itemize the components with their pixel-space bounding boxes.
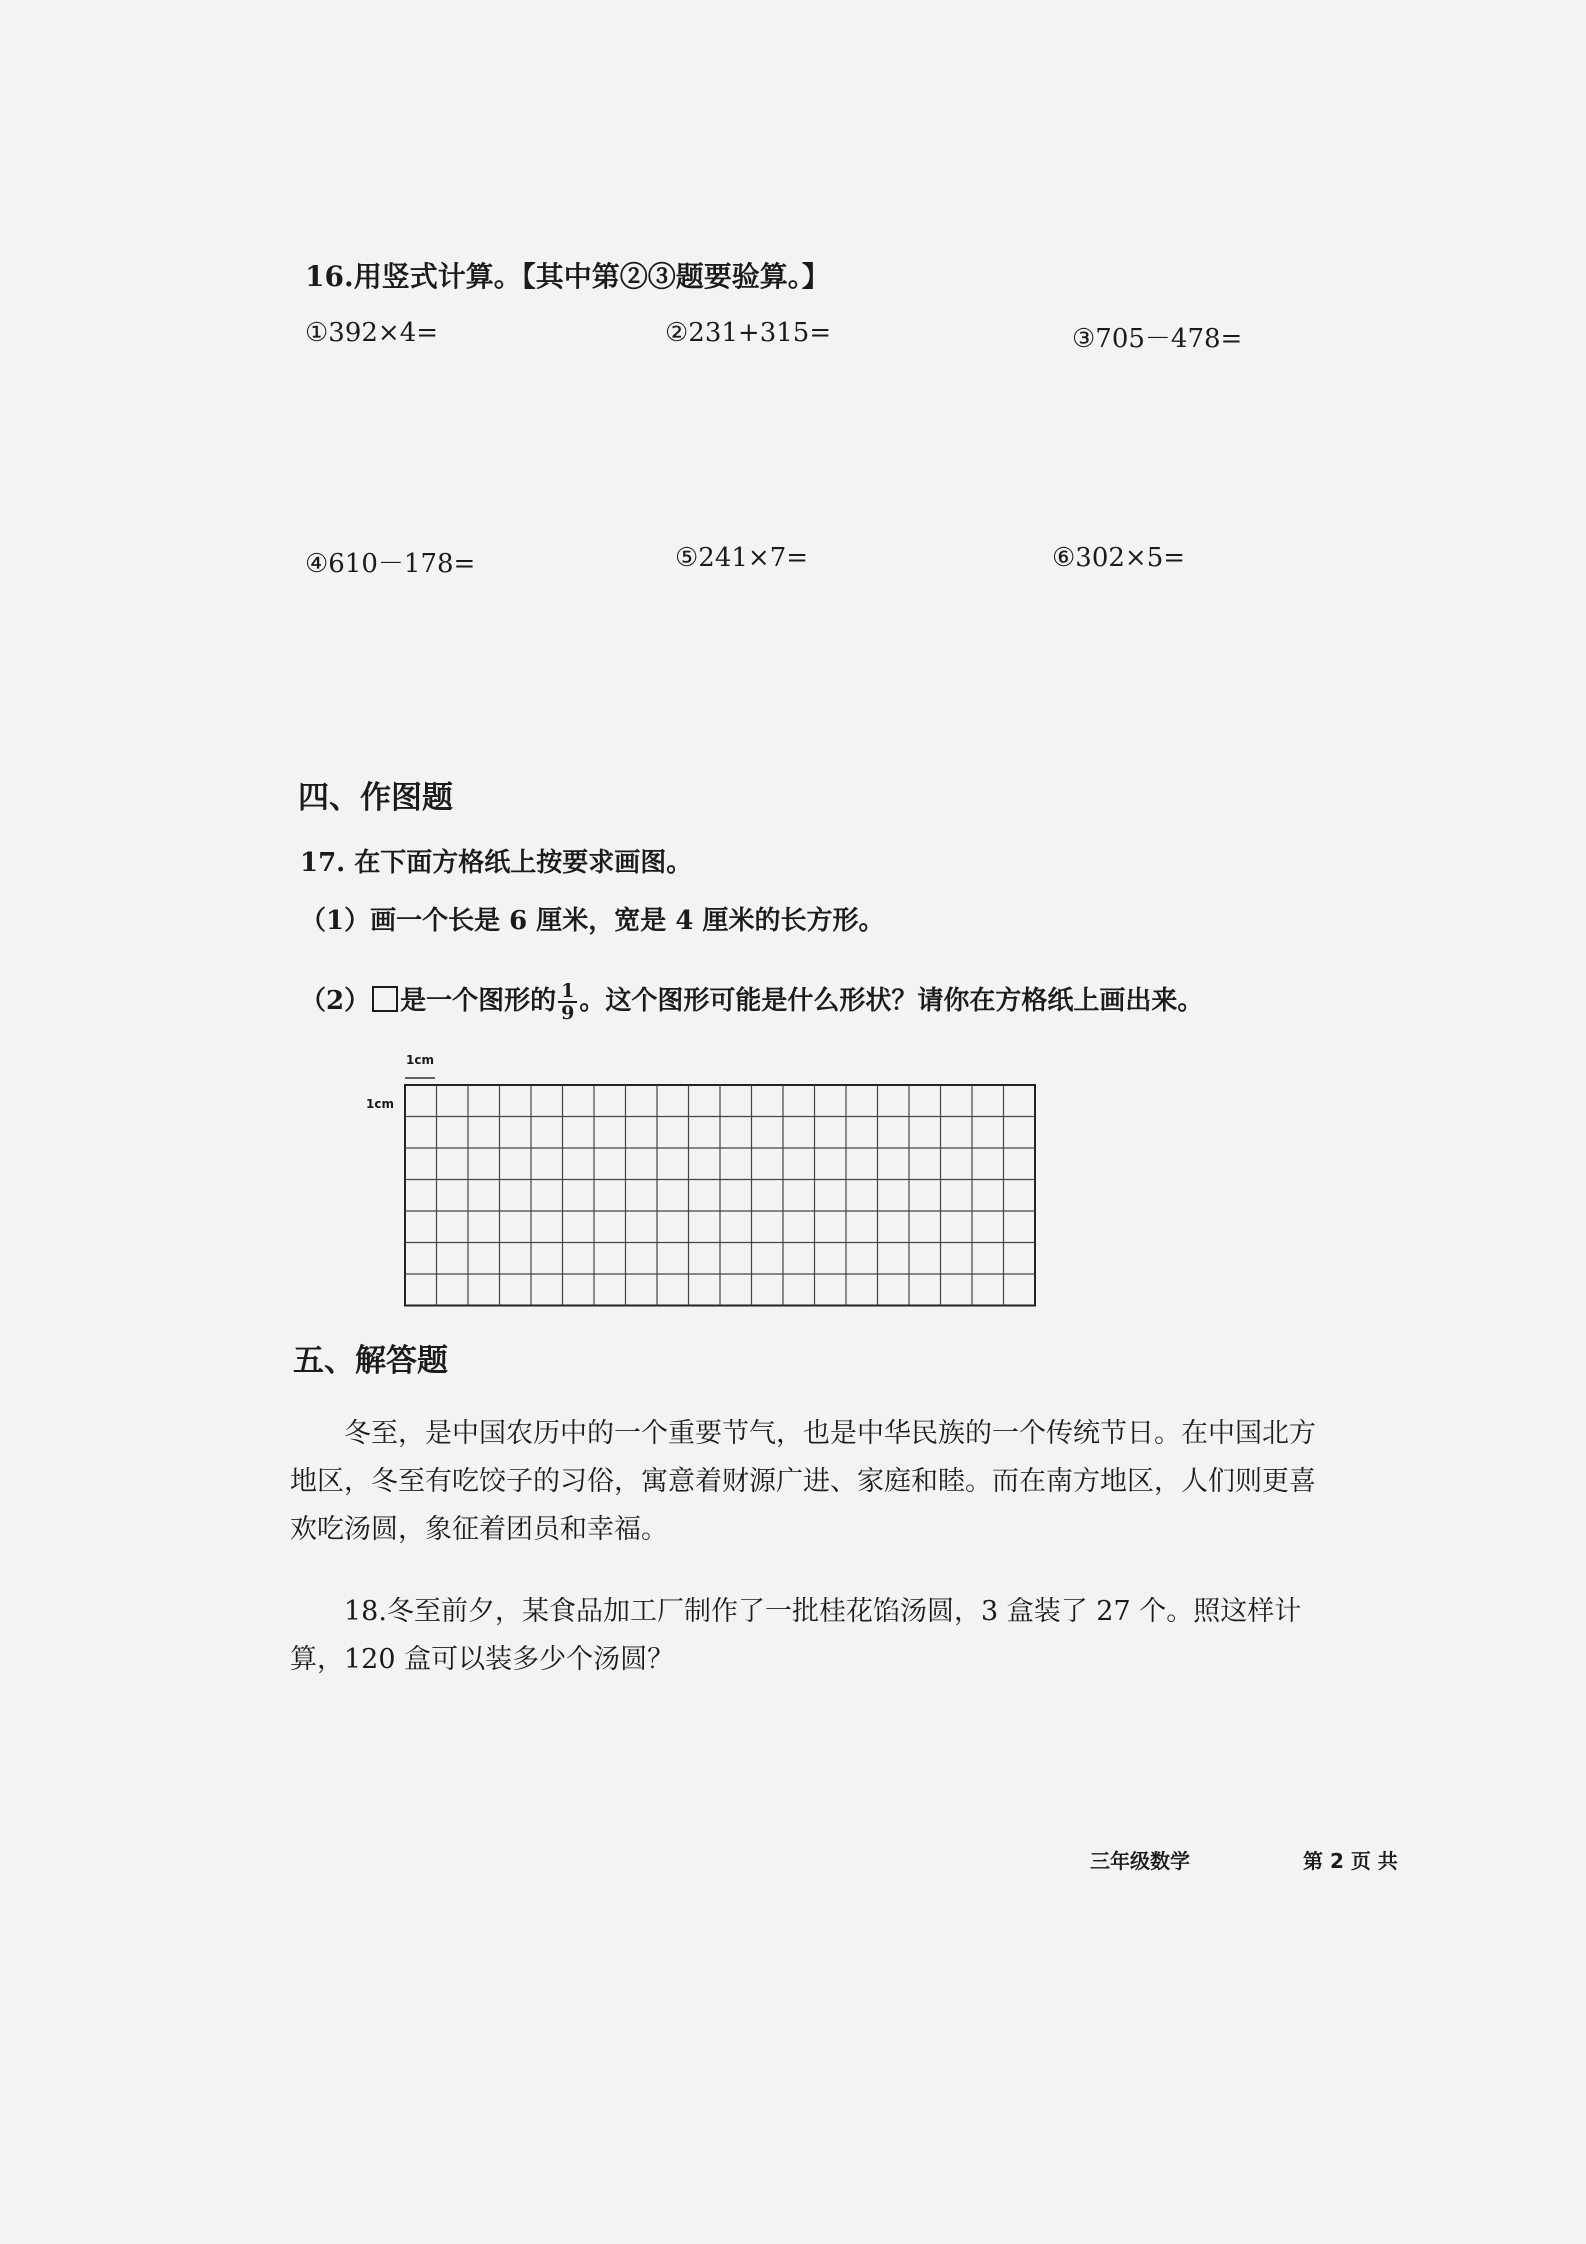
square-icon bbox=[372, 986, 398, 1012]
footer-page: 第 2 页 共 bbox=[1303, 1849, 1398, 1873]
grid-label-top: 1cm bbox=[406, 1053, 434, 1067]
q17-part2-middle: 是一个图形的 bbox=[400, 986, 557, 1016]
q17-title: 17. 在下面方格纸上按要求画图。 bbox=[300, 848, 693, 878]
section-5-title: 五、解答题 bbox=[293, 1343, 448, 1379]
q18-text: 18.冬至前夕，某食品加工厂制作了一批桂花馅汤圆，3 盒装了 27 个。照这样计算，120 盒可以装多少个汤圆？ bbox=[290, 1596, 1302, 1675]
footer-subject: 三年级数学 bbox=[1090, 1849, 1190, 1873]
grid-paper[interactable] bbox=[395, 1070, 1055, 1330]
calc-item-3: ③705－478= bbox=[1072, 324, 1243, 354]
q17-part1: （1）画一个长是 6 厘米，宽是 4 厘米的长方形。 bbox=[300, 906, 885, 936]
calc-item-6: ⑥302×5= bbox=[1052, 543, 1186, 573]
section-4-title: 四、作图题 bbox=[298, 780, 453, 816]
calc-item-5: ⑤241×7= bbox=[675, 543, 809, 573]
fraction-denominator: 9 bbox=[561, 1002, 575, 1024]
fraction-numerator: 1 bbox=[558, 981, 577, 1003]
fraction bbox=[558, 981, 577, 1023]
q17-part2-prefix: （2） bbox=[300, 986, 371, 1016]
passage: 冬至，是中国农历中的一个重要节气，也是中华民族的一个传统节日。在中国北方地区，冬至有吃饺子的习俗，寓意着财源广进、家庭和睦。而在南方地区，人们则更喜欢吃汤圆，象征着团员和幸福。 bbox=[290, 1418, 1316, 1545]
calc-item-2: ②231+315= bbox=[665, 318, 832, 348]
q17-part2-suffix: 。这个图形可能是什么形状？请你在方格纸上画出来。 bbox=[579, 986, 1204, 1016]
calc-item-4: ④610－178= bbox=[305, 549, 476, 579]
q16-title: 16.用竖式计算。【其中第②③题要验算。】 bbox=[305, 260, 830, 293]
q17-part2 bbox=[300, 980, 1203, 1023]
grid-label-left: 1cm bbox=[366, 1097, 394, 1111]
grid-lines bbox=[405, 1085, 1035, 1306]
calc-item-1: ①392×4= bbox=[305, 318, 439, 348]
